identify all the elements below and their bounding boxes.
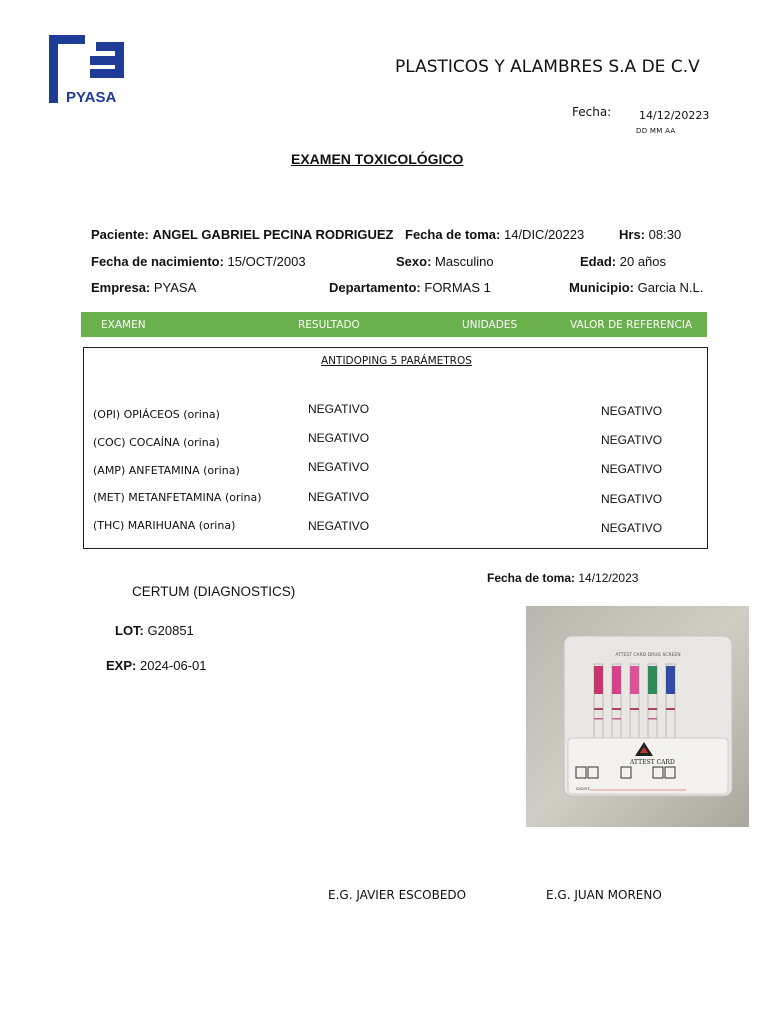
fecha-toma-field: Fecha de toma: 14/DIC/20223 — [405, 227, 585, 242]
fecha-value: 14/12/20223 — [639, 109, 710, 122]
fecha-label: Fecha: — [572, 105, 612, 119]
paciente-field: Paciente: ANGEL GABRIEL PECINA RODRIGUEZ — [91, 227, 394, 242]
card-id-label: ID/DATE — [576, 787, 591, 791]
exam-name: (COC) COCAÍNA (orina) — [93, 436, 220, 449]
pyasa-logo — [46, 32, 136, 108]
fecha-format: DD MM AA — [636, 127, 676, 135]
exam-result: NEGATIVO — [308, 460, 370, 474]
exam-reference: NEGATIVO — [601, 492, 663, 506]
exam-name: (AMP) ANFETAMINA (orina) — [93, 464, 240, 477]
hrs-field: Hrs: 08:30 — [619, 227, 682, 242]
kit-fecha-toma: Fecha de toma: 14/12/2023 — [487, 571, 639, 585]
sexo-field: Sexo: Masculino — [396, 254, 494, 269]
municipio-field: Municipio: Garcia N.L. — [569, 280, 704, 295]
company-name: PLASTICOS Y ALAMBRES S.A DE C.V — [395, 57, 700, 77]
exam-name: (OPI) OPIÁCEOS (orina) — [93, 408, 220, 421]
lot-field: LOT: G20851 — [115, 623, 194, 638]
exam-result: NEGATIVO — [308, 402, 370, 416]
empresa-field: Empresa: PYASA — [91, 280, 197, 295]
header-resultado: RESULTADO — [298, 319, 360, 331]
section-title: ANTIDOPING 5 PARÁMETROS — [321, 355, 472, 367]
kit-name: CERTUM (DIAGNOSTICS) — [132, 584, 296, 599]
document-title: EXAMEN TOXICOLÓGICO — [291, 151, 464, 167]
signature-juan: E.G. JUAN MORENO — [546, 888, 662, 902]
departamento-field: Departamento: FORMAS 1 — [329, 280, 491, 295]
edad-field: Edad: 20 años — [580, 254, 667, 269]
nacimiento-field: Fecha de nacimiento: 15/OCT/2003 — [91, 254, 306, 269]
exam-reference: NEGATIVO — [601, 462, 663, 476]
header-unidades: UNIDADES — [462, 319, 518, 331]
exam-name: (THC) MARIHUANA (orina) — [93, 519, 236, 532]
exam-result: NEGATIVO — [308, 490, 370, 504]
card-brand-text: ATTEST CARD — [630, 759, 675, 766]
header-examen: EXAMEN — [101, 319, 146, 331]
exam-reference: NEGATIVO — [601, 433, 663, 447]
drug-test-photo — [526, 606, 749, 827]
exam-result: NEGATIVO — [308, 519, 370, 533]
exam-reference: NEGATIVO — [601, 404, 663, 418]
exam-reference: NEGATIVO — [601, 521, 663, 535]
logo-text: PYASA — [66, 89, 117, 106]
header-referencia: VALOR DE REFERENCIA — [570, 319, 693, 331]
exp-field: EXP: 2024-06-01 — [106, 658, 207, 673]
signature-javier: E.G. JAVIER ESCOBEDO — [328, 888, 467, 902]
exam-result: NEGATIVO — [308, 431, 370, 445]
exam-name: (MET) METANFETAMINA (orina) — [93, 491, 262, 504]
card-header-text: ATTEST CARD DRUG SCREEN — [615, 653, 681, 658]
